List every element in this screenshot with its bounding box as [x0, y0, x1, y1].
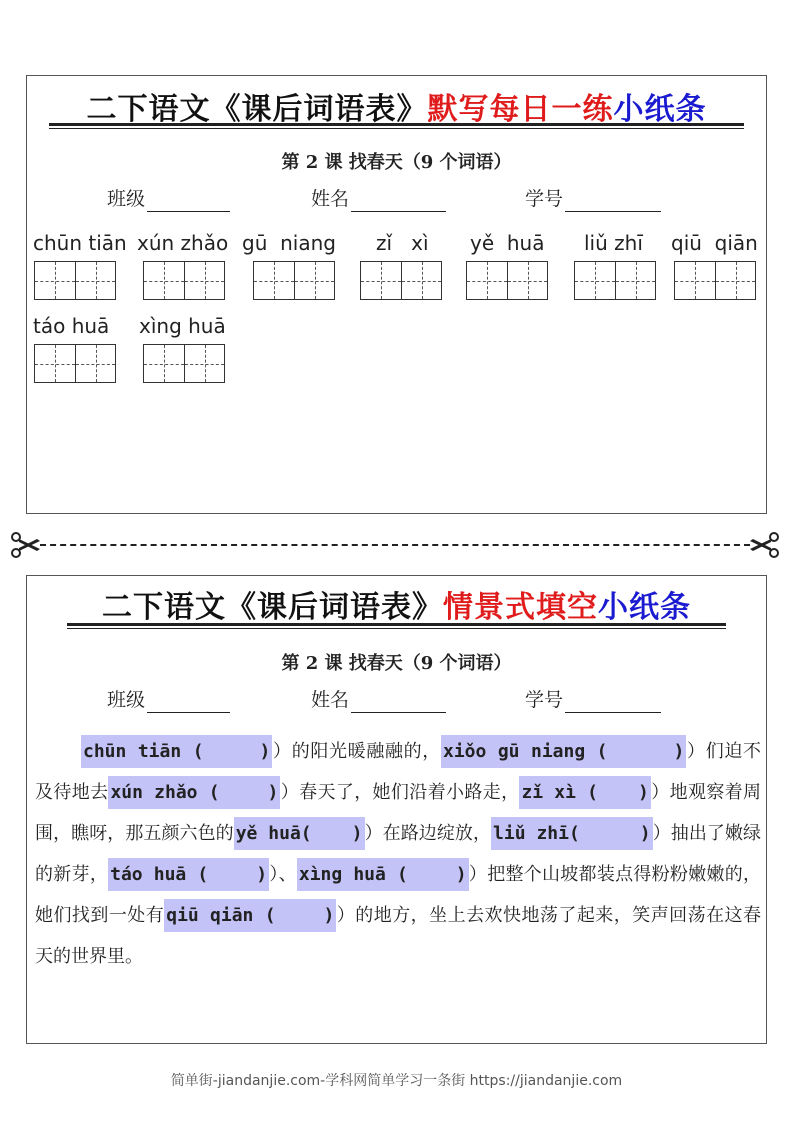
card-title	[27, 588, 766, 628]
blank-xiao-gu-niang[interactable]: xiǒo gū niang ( )	[441, 735, 686, 768]
lesson-subtitle: 第 2 课 找春天（9 个词语）	[281, 152, 512, 173]
blank-tao-hua[interactable]: táo huā ( )	[108, 858, 269, 891]
pinyin-label: qiū qiān	[671, 231, 758, 255]
blank-chun-tian[interactable]: chūn tiān ( )	[81, 735, 272, 768]
writing-grid[interactable]	[34, 261, 116, 300]
writing-grid[interactable]	[143, 261, 225, 300]
title-underline	[67, 623, 726, 629]
student-info-row	[27, 186, 766, 216]
blank-liu-zhi[interactable]: liǔ zhī( )	[491, 817, 653, 850]
fill-in-passage: chūn tiān ( ) ）的阳光暖融融的， xiǒo gū niang ( ) ）们迫不及待地去 xún zhǎo ( ) ）春天了，她们沿着小路走， zǐ xì ( ) ）地观察着周围，瞧呀，那五颜六色的 yě huā( ) ）在路边绽放， liǔ zhī( ) ）抽出了嫩绿的新芽， táo huā ( ) ）、 xìng huā ( ) ）把整个山坡都装点得粉粉嫩嫩的，她们找到一处有 qiū qiān ( ) ）的地方，坐上去欢快地荡了起来，笑声回荡在这春天的世界里。	[35, 731, 761, 977]
pinyin-label: xún zhǎo	[137, 231, 229, 255]
pinyin-label: liǔ zhī	[584, 231, 643, 255]
blank-ye-hua[interactable]: yě huā( )	[234, 817, 365, 850]
pinyin-label: xìng huā	[139, 314, 226, 338]
footer-watermark: 简单街-jiandanjie.com-学科网简单学习一条街 https://jiandanjie.com	[170, 1073, 623, 1089]
pinyin-label: zǐ xì	[376, 231, 429, 255]
title-highlight: 默写每日一练	[427, 92, 614, 127]
blank-qiu-qian[interactable]: qiū qiān ( )	[164, 899, 336, 932]
writing-grid[interactable]	[574, 261, 656, 300]
title-suffix: 小纸条	[598, 590, 691, 625]
title-suffix: 小纸条	[613, 92, 707, 127]
student-id-blank[interactable]	[565, 689, 661, 713]
dashed-cut-line	[40, 544, 750, 546]
fill-in-card	[26, 575, 767, 1044]
title-main: 二下语文《课后词语表》	[102, 590, 443, 625]
cut-line	[10, 530, 780, 560]
writing-grid[interactable]	[34, 344, 116, 383]
title-highlight: 情景式填空	[443, 590, 598, 625]
blank-xing-hua[interactable]: xìng huā ( )	[297, 858, 469, 891]
name-blank[interactable]	[351, 689, 446, 713]
writing-grid[interactable]	[360, 261, 442, 300]
student-id-field[interactable]: 学号	[525, 186, 661, 212]
student-id-blank[interactable]	[565, 188, 661, 212]
scissors-icon	[748, 530, 780, 560]
pinyin-label: chūn tiān	[33, 231, 127, 255]
pinyin-label: gū niang	[242, 231, 336, 255]
class-field[interactable]: 班级	[107, 687, 230, 713]
class-blank[interactable]	[147, 188, 230, 212]
writing-grid[interactable]	[253, 261, 335, 300]
title-underline	[49, 123, 744, 129]
writing-grid[interactable]	[466, 261, 548, 300]
student-id-field[interactable]: 学号	[525, 687, 661, 713]
class-blank[interactable]	[147, 689, 230, 713]
pinyin-label: yě huā	[470, 231, 545, 255]
blank-xun-zhao[interactable]: xún zhǎo ( )	[108, 776, 280, 809]
pinyin-label: táo huā	[33, 314, 110, 338]
name-blank[interactable]	[351, 188, 446, 212]
class-field[interactable]: 班级	[107, 186, 230, 212]
writing-grid[interactable]	[143, 344, 225, 383]
name-field[interactable]: 姓名	[311, 186, 446, 212]
title-main: 二下语文《课后词语表》	[86, 92, 428, 127]
blank-zi-xi[interactable]: zǐ xì ( )	[519, 776, 650, 809]
lesson-subtitle: 第 2 课 找春天（9 个词语）	[281, 653, 512, 674]
scissors-icon	[10, 530, 42, 560]
dictation-card	[26, 75, 767, 514]
name-field[interactable]: 姓名	[311, 687, 446, 713]
student-info-row	[27, 687, 766, 717]
writing-grid[interactable]	[674, 261, 756, 300]
